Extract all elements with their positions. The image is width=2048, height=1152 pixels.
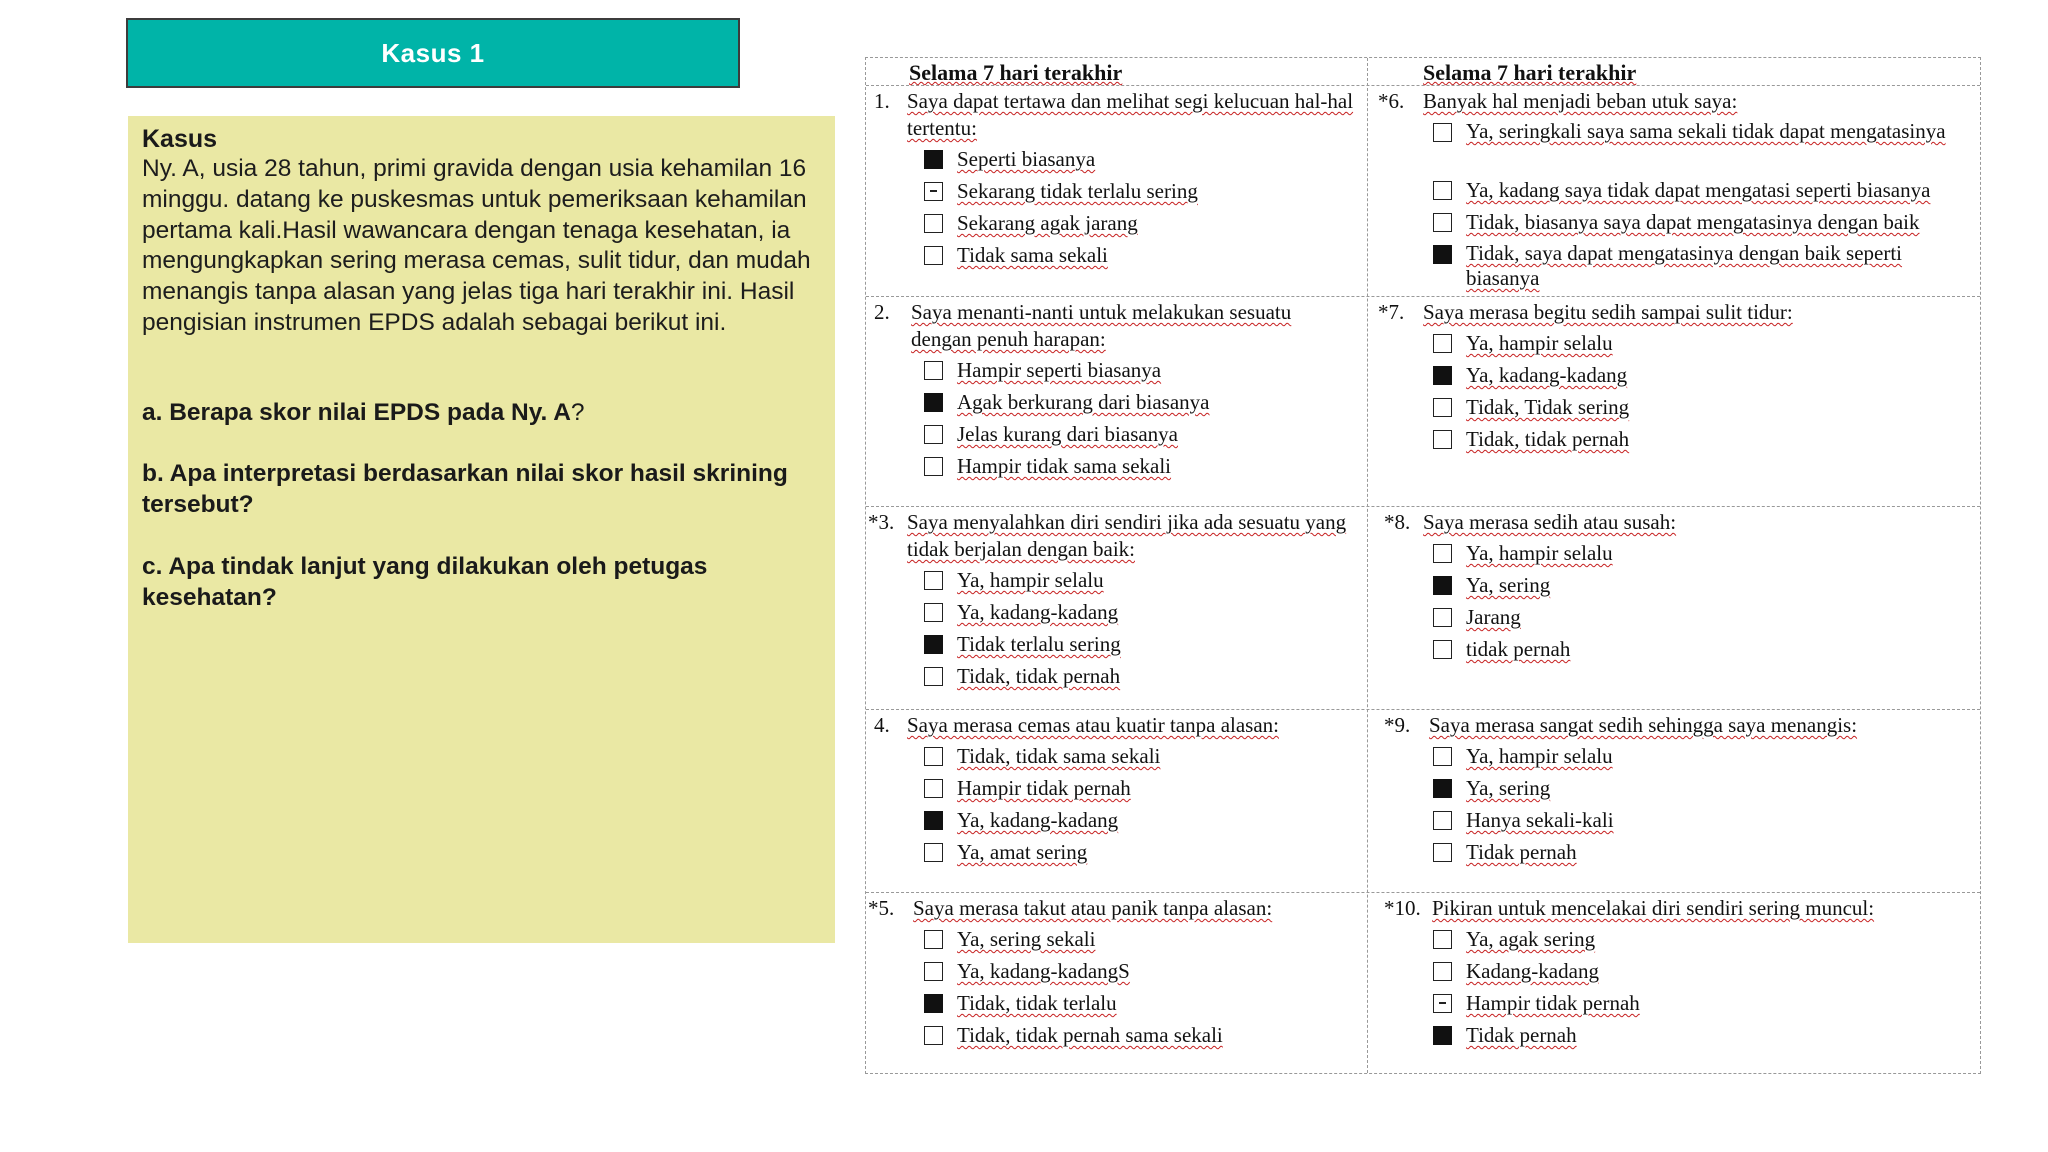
option[interactable] bbox=[924, 178, 1354, 210]
option-label: Ya, seringkali saya sama sekali tidak dapat mengatasinya bbox=[1466, 119, 1946, 143]
checkbox[interactable] bbox=[924, 603, 943, 622]
option-label: Tidak, Tidak sering bbox=[1466, 395, 1630, 419]
option-label: Ya, kadang saya tidak dapat mengatasi seperti biasanya bbox=[1466, 178, 1931, 202]
checkbox[interactable] bbox=[924, 962, 943, 981]
option[interactable] bbox=[1433, 775, 1976, 807]
option-label: Ya, hampir selalu bbox=[957, 568, 1104, 592]
option[interactable] bbox=[924, 242, 1354, 274]
option-label: Ya, hampir selalu bbox=[1466, 744, 1613, 768]
option-label: Ya, amat sering bbox=[957, 840, 1088, 864]
option-label: Ya, kadang-kadang bbox=[1466, 363, 1628, 387]
option[interactable] bbox=[1433, 540, 1976, 572]
checkbox[interactable] bbox=[924, 779, 943, 798]
checkbox[interactable] bbox=[1433, 213, 1452, 232]
option-list bbox=[924, 146, 1354, 274]
option[interactable] bbox=[1433, 990, 1976, 1022]
checkbox[interactable] bbox=[1433, 962, 1452, 981]
option[interactable] bbox=[924, 421, 1354, 453]
item-question: Saya dapat tertawa dan melihat segi kelucuan hal-hal tertentu: bbox=[907, 89, 1354, 140]
option-label: Hampir tidak sama sekali bbox=[957, 454, 1172, 478]
checkbox[interactable] bbox=[924, 150, 943, 169]
item-number: *7. bbox=[1378, 300, 1405, 324]
epds-item-1 bbox=[874, 88, 1354, 274]
option-label: Hanya sekali-kali bbox=[1466, 808, 1614, 832]
option-list bbox=[924, 567, 1348, 695]
item-number: 2. bbox=[874, 300, 890, 324]
option-label: Ya, kadang-kadang bbox=[957, 808, 1119, 832]
checkbox[interactable] bbox=[1433, 430, 1452, 449]
case-description: Ny. A, usia 28 tahun, primi gravida dengan usia kehamilan 16 minggu. datang ke puskesmas untuk pemeriksaan kehamilan pertama kali.Hasil wawancara dengan tenaga kesehatan, ia mengungkapkan sering merasa cemas, sulit tidur, dan mudah menangis tanpa alasan yang jelas tiga hari terakhir ini. Hasil pengisian instrumen EPDS adalah sebagai berikut ini. bbox=[142, 155, 811, 336]
case-panel bbox=[128, 116, 835, 943]
option-label: Hampir tidak pernah bbox=[957, 776, 1131, 800]
option-list bbox=[1433, 926, 1976, 1054]
question-a-mark: ? bbox=[570, 398, 585, 426]
column-header-right: Selama 7 hari terakhir bbox=[1423, 60, 1637, 85]
option-label: Hampir tidak pernah bbox=[1466, 991, 1640, 1015]
option-label: Tidak pernah bbox=[1466, 840, 1577, 864]
case-heading: Kasus bbox=[142, 125, 218, 153]
item-question: Saya merasa takut atau panik tanpa alasan: bbox=[913, 896, 1273, 920]
option-label: Tidak, tidak pernah bbox=[1466, 427, 1630, 451]
option-label: Jarang bbox=[1466, 605, 1521, 629]
question-a-text: a. Berapa skor nilai EPDS pada Ny. A bbox=[142, 398, 571, 426]
option[interactable] bbox=[1433, 362, 1976, 394]
checkbox[interactable] bbox=[924, 747, 943, 766]
checkbox[interactable] bbox=[924, 393, 943, 412]
item-question: Saya menanti-nanti untuk melakukan sesuatu dengan penuh harapan: bbox=[911, 300, 1292, 351]
option-label: Ya, agak sering bbox=[1466, 927, 1596, 951]
checkbox[interactable] bbox=[1433, 843, 1452, 862]
option-label: Seperti biasanya bbox=[957, 147, 1096, 171]
option[interactable] bbox=[1433, 926, 1976, 958]
checkbox[interactable] bbox=[924, 635, 943, 654]
item-number: *9. bbox=[1384, 713, 1411, 737]
item-number: 1. bbox=[874, 89, 890, 113]
option-label: tidak pernah bbox=[1466, 637, 1571, 661]
option-label: Tidak sama sekali bbox=[957, 243, 1108, 267]
option[interactable] bbox=[1433, 604, 1976, 636]
question-a bbox=[142, 397, 821, 428]
option[interactable] bbox=[924, 990, 1348, 1022]
option[interactable] bbox=[1433, 119, 1976, 177]
option-label: Tidak terlalu sering bbox=[957, 632, 1121, 656]
option[interactable] bbox=[1433, 743, 1976, 775]
checkbox[interactable] bbox=[1433, 779, 1452, 798]
option[interactable] bbox=[1433, 394, 1976, 426]
checkbox[interactable] bbox=[924, 1026, 943, 1045]
option[interactable] bbox=[924, 210, 1354, 242]
option-label: Ya, kadang-kadang bbox=[957, 600, 1119, 624]
checkbox[interactable] bbox=[1433, 930, 1452, 949]
item-question: Pikiran untuk mencelakai diri sendiri sering muncul: bbox=[1432, 896, 1875, 920]
checkbox[interactable] bbox=[924, 994, 943, 1013]
epds-item-8 bbox=[1384, 509, 1976, 668]
option-label: Tidak, tidak terlalu bbox=[957, 991, 1117, 1015]
option[interactable] bbox=[924, 567, 1348, 599]
option-label: Tidak, biasanya saya dapat mengatasinya dengan baik bbox=[1466, 210, 1920, 234]
option[interactable] bbox=[924, 839, 1354, 871]
epds-item-6 bbox=[1378, 88, 1976, 299]
option[interactable] bbox=[924, 926, 1348, 958]
option-label: Tidak, tidak pernah bbox=[957, 664, 1121, 688]
epds-form bbox=[865, 57, 1981, 1074]
option-list bbox=[1433, 743, 1976, 871]
checkbox[interactable] bbox=[1433, 366, 1452, 385]
checkbox[interactable] bbox=[924, 246, 943, 265]
option-label: Tidak, tidak pernah sama sekali bbox=[957, 1023, 1223, 1047]
checkbox[interactable] bbox=[924, 930, 943, 949]
option[interactable] bbox=[1433, 426, 1976, 458]
option-label: Ya, hampir selalu bbox=[1466, 331, 1613, 355]
checkbox[interactable] bbox=[1433, 747, 1452, 766]
option-label: Ya, kadang-kadangS bbox=[957, 959, 1130, 983]
item-number: *8. bbox=[1384, 510, 1411, 534]
option[interactable] bbox=[924, 743, 1354, 775]
option-list bbox=[924, 357, 1354, 485]
option[interactable] bbox=[924, 599, 1348, 631]
option[interactable] bbox=[924, 631, 1348, 663]
case-title-banner bbox=[126, 18, 740, 88]
checkbox[interactable] bbox=[1433, 544, 1452, 563]
epds-item-7 bbox=[1378, 299, 1976, 458]
checkbox[interactable] bbox=[924, 667, 943, 686]
checkbox[interactable] bbox=[1433, 245, 1452, 264]
checkbox[interactable] bbox=[1433, 576, 1452, 595]
checkbox[interactable] bbox=[1433, 640, 1452, 659]
option-label: Tidak, tidak sama sekali bbox=[957, 744, 1161, 768]
checkbox[interactable] bbox=[924, 811, 943, 830]
option-label: Ya, sering bbox=[1466, 573, 1551, 597]
item-question: Saya merasa sedih atau susah: bbox=[1423, 510, 1677, 534]
option[interactable] bbox=[924, 357, 1354, 389]
epds-item-3 bbox=[868, 509, 1348, 695]
item-number: *3. bbox=[868, 510, 895, 534]
checkbox[interactable] bbox=[924, 571, 943, 590]
checkbox[interactable] bbox=[1433, 181, 1452, 200]
item-number: *6. bbox=[1378, 89, 1405, 113]
option[interactable] bbox=[1433, 958, 1976, 990]
checkbox[interactable] bbox=[1433, 608, 1452, 627]
checkbox[interactable] bbox=[924, 214, 943, 233]
epds-item-9 bbox=[1384, 712, 1976, 871]
option-label: Agak berkurang dari biasanya bbox=[957, 390, 1210, 414]
option-label: Hampir seperti biasanya bbox=[957, 358, 1162, 382]
epds-item-4 bbox=[874, 712, 1354, 871]
item-question: Banyak hal menjadi beban utuk saya: bbox=[1423, 89, 1738, 113]
checkbox[interactable] bbox=[924, 182, 943, 201]
epds-item-5 bbox=[868, 895, 1348, 1054]
question-b: b. Apa interpretasi berdasarkan nilai skor hasil skrining tersebut? bbox=[142, 459, 788, 518]
checkbox[interactable] bbox=[924, 361, 943, 380]
option[interactable] bbox=[924, 453, 1354, 485]
option[interactable] bbox=[1433, 177, 1976, 209]
item-number: *5. bbox=[868, 896, 895, 920]
option[interactable] bbox=[1433, 839, 1976, 871]
item-number: 4. bbox=[874, 713, 890, 737]
option[interactable] bbox=[924, 1022, 1348, 1054]
option[interactable] bbox=[1433, 241, 1976, 299]
column-header-left: Selama 7 hari terakhir bbox=[909, 60, 1123, 85]
option-label: Ya, sering sekali bbox=[957, 927, 1096, 951]
option-label: Ya, sering bbox=[1466, 776, 1551, 800]
row-divider bbox=[866, 892, 1980, 893]
epds-item-2 bbox=[874, 299, 1354, 485]
option-list bbox=[1433, 540, 1976, 668]
checkbox[interactable] bbox=[1433, 334, 1452, 353]
option-list bbox=[924, 926, 1348, 1054]
option[interactable] bbox=[924, 775, 1354, 807]
item-question: Saya merasa sangat sedih sehingga saya menangis: bbox=[1429, 713, 1858, 737]
item-number: *10. bbox=[1384, 896, 1421, 920]
checkbox[interactable] bbox=[1433, 123, 1452, 142]
option[interactable] bbox=[1433, 330, 1976, 362]
item-question: Saya merasa begitu sedih sampai sulit tidur: bbox=[1423, 300, 1793, 324]
item-question: Saya menyalahkan diri sendiri jika ada sesuatu yang tidak berjalan dengan baik: bbox=[907, 510, 1347, 561]
epds-item-10 bbox=[1384, 895, 1976, 1054]
option[interactable] bbox=[1433, 807, 1976, 839]
option[interactable] bbox=[924, 663, 1348, 695]
option-label: Tidak pernah bbox=[1466, 1023, 1577, 1047]
checkbox[interactable] bbox=[1433, 811, 1452, 830]
item-question: Saya merasa cemas atau kuatir tanpa alasan: bbox=[907, 713, 1279, 737]
option-label: Ya, hampir selalu bbox=[1466, 541, 1613, 565]
option[interactable] bbox=[924, 389, 1354, 421]
checkbox[interactable] bbox=[924, 843, 943, 862]
checkbox[interactable] bbox=[1433, 994, 1452, 1013]
option[interactable] bbox=[924, 146, 1354, 178]
option-label: Sekarang tidak terlalu sering bbox=[957, 179, 1198, 203]
case-title: Kasus 1 bbox=[381, 37, 485, 68]
row-divider bbox=[866, 709, 1980, 710]
option[interactable] bbox=[1433, 636, 1976, 668]
option-label: Sekarang agak jarang bbox=[957, 211, 1138, 235]
option-list bbox=[1433, 330, 1976, 458]
checkbox[interactable] bbox=[1433, 398, 1452, 417]
option-label: Jelas kurang dari biasanya bbox=[957, 422, 1179, 446]
question-c: c. Apa tindak lanjut yang dilakukan oleh petugas kesehatan? bbox=[142, 552, 708, 611]
row-divider bbox=[866, 506, 1980, 507]
checkbox[interactable] bbox=[924, 457, 943, 476]
checkbox[interactable] bbox=[1433, 1026, 1452, 1045]
option-label: Tidak, saya dapat mengatasinya dengan baik seperti biasanya bbox=[1466, 241, 1903, 290]
option[interactable] bbox=[1433, 209, 1976, 241]
column-divider bbox=[1367, 58, 1368, 1073]
option[interactable] bbox=[1433, 1022, 1976, 1054]
option-label: Kadang-kadang bbox=[1466, 959, 1599, 983]
checkbox[interactable] bbox=[924, 425, 943, 444]
option-list bbox=[924, 743, 1354, 871]
option[interactable] bbox=[924, 807, 1354, 839]
option[interactable] bbox=[1433, 572, 1976, 604]
option[interactable] bbox=[924, 958, 1348, 990]
option-list bbox=[1433, 119, 1976, 299]
